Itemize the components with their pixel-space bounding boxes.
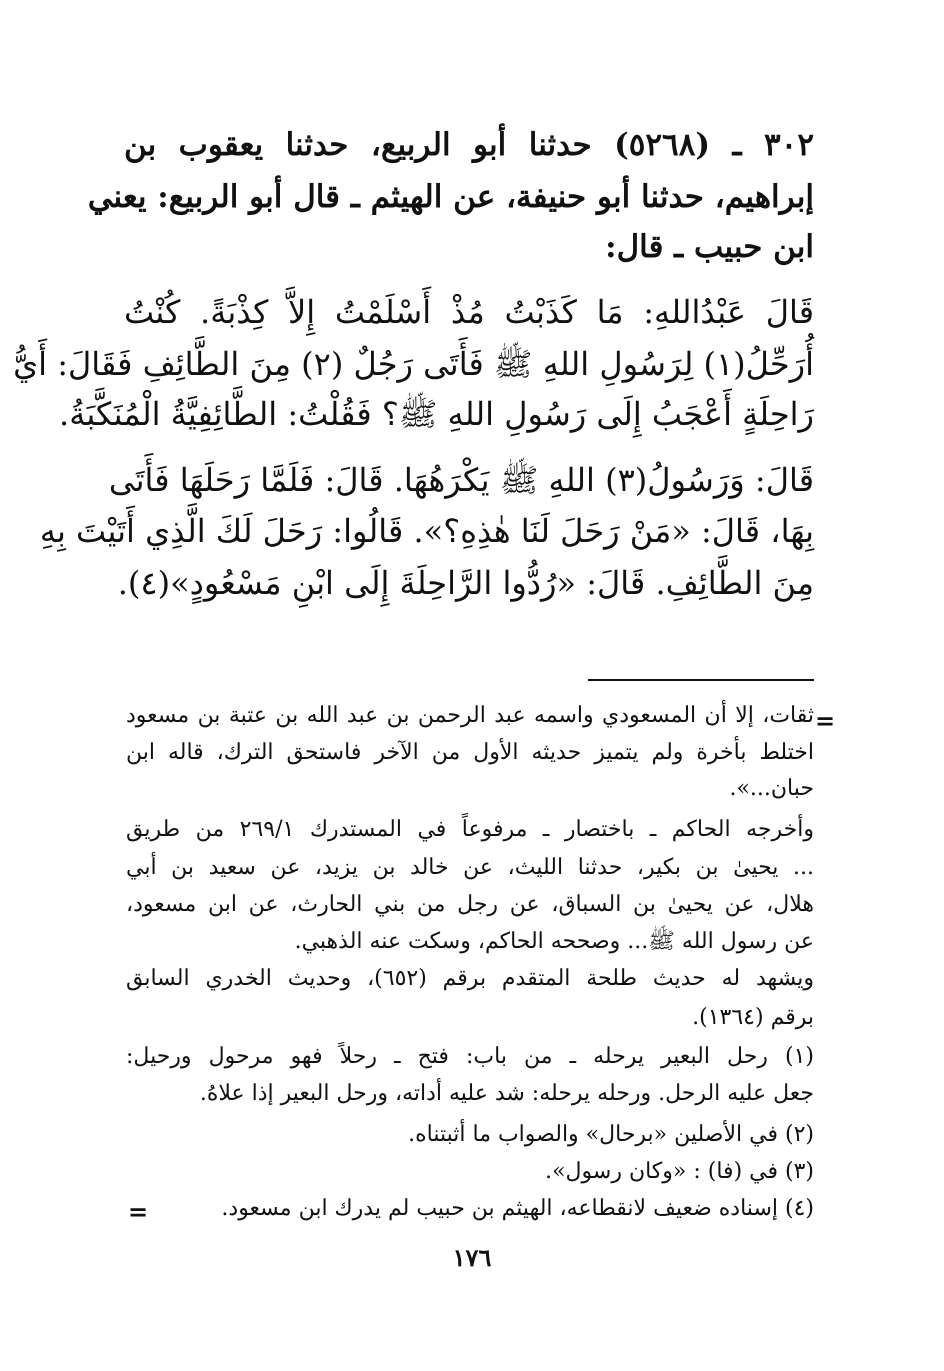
footnote-line: ثقات، إلا أن المسعودي واسمه عبد الرحمن بن عبد الله بن عتبة بن مسعود bbox=[126, 703, 814, 728]
footnote-1: (١) رحل البعير يرحله ـ من باب: فتح ـ رحلاً فهو مرحول ورحيل: bbox=[126, 1044, 814, 1069]
matn-line: قَالَ: وَرَسُولُ(٣) اللهِ ﷺ يَكْرَهُهَا. قَالَ: فَلَمَّا رَحَلَهَا فَأَتَى bbox=[108, 461, 814, 499]
footnote-line: اختلط بأخرة ولم يتميز حديثه الأول من الآخر فاستحق الترك، قاله ابن bbox=[126, 740, 814, 765]
footnote-line: ... يحيىٰ بن بكير، حدثنا الليث، عن خالد بن يزيد، عن سعيد بن أبي bbox=[126, 855, 814, 880]
matn-line: أُرَحِّلُ(١) لِرَسُولِ اللهِ ﷺ فَأَتَى رَجُلٌ (٢) مِنَ الطَّائِفِ فَقَالَ: أَيُّ bbox=[13, 345, 814, 383]
footnote-1: جعل عليه الرحل. ورحله يرحله: شد عليه أداته، ورحل البعير إذا علاهُ. bbox=[199, 1081, 814, 1106]
matn-line: رَاحِلَةٍ أَعْجَبُ إِلَى رَسُولِ اللهِ ﷺ؟ فَقُلْتُ: الطَّائِفِيَّةُ الْمُنَكَّبَةُ. bbox=[59, 395, 814, 433]
continuation-marker: = bbox=[815, 706, 836, 735]
next-page-marker: = bbox=[128, 1197, 149, 1226]
footnote-3: (٣) في (فا) : «وكان رسول». bbox=[545, 1159, 814, 1184]
matn-line: مِنَ الطَّائِفِ. قَالَ: «رُدُّوا الرَّاحِلَةَ إِلَى ابْنِ مَسْعُودٍ»(٤). bbox=[117, 564, 814, 602]
footnote-line: برقم (١٣٦٤). bbox=[692, 1005, 814, 1030]
footnote-line: حبان...». bbox=[729, 776, 814, 801]
page-number: ١٧٦ bbox=[452, 1243, 492, 1272]
matn-line: قَالَ عَبْدُاللهِ: مَا كَذَبْتُ مُذْ أَسْلَمْتُ إِلاَّ كِذْبَةً. كُنْتُ bbox=[124, 293, 814, 331]
footnote-line: عن رسول الله ﷺ... وصححه الحاكم، وسكت عنه الذهبي. bbox=[294, 929, 814, 954]
footnote-line: ويشهد له حديث طلحة المتقدم برقم (٦٥٢)، وحديث الخدري السابق bbox=[126, 966, 815, 991]
footnote-4: (٤) إسناده ضعيف لانقطاعه، الهيثم بن حبيب لم يدرك ابن مسعود. bbox=[221, 1196, 814, 1221]
footnote-separator bbox=[588, 679, 814, 681]
footnote-2: (٢) في الأصلين «برحال» والصواب ما أثبتناه. bbox=[408, 1122, 814, 1147]
isnad-line: إبراهيم، حدثنا أبو حنيفة، عن الهيثم ـ قال أبو الربيع: يعني bbox=[87, 179, 814, 215]
isnad-line: ابن حبيب ـ قال: bbox=[605, 229, 814, 265]
footnote-line: هلال، عن يحيىٰ بن السباق، عن رجل من بني الحارث، عن ابن مسعود، bbox=[126, 892, 814, 917]
footnote-line: وأخرجه الحاكم ـ باختصار ـ مرفوعاً في المستدرك ٢٦٩/١ من طريق bbox=[126, 817, 814, 842]
isnad-line: ٣٠٢ ـ (٥٢٦٨) حدثنا أبو الربيع، حدثنا يعقوب بن bbox=[124, 127, 814, 163]
matn-line: بِهَا، قَالَ: «مَنْ رَحَلَ لَنَا هٰذِهِ؟». قَالُوا: رَحَلَ لَكَ الَّذِي أَتَيْتَ بِهِ bbox=[39, 512, 814, 550]
